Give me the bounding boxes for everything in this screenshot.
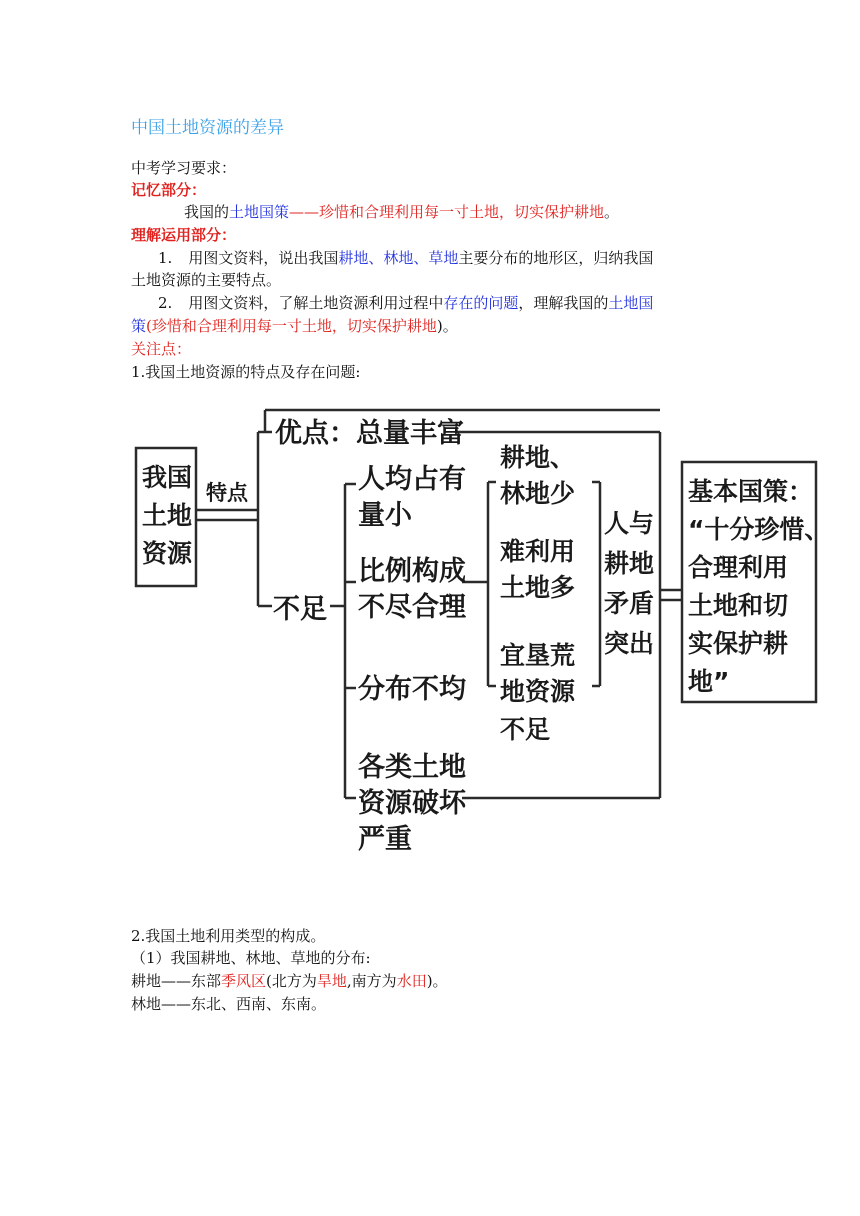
memory-policy-blue: 土地国策 — [229, 203, 290, 221]
apply-item2-mid: ，理解我国的 — [518, 294, 609, 312]
apply-item2-red: (珍惜和合理利用每一寸土地，切实保护耕地 — [146, 317, 437, 335]
farmland-paddy: 水田 — [396, 972, 427, 990]
apply-item2-pre: 用图文资料，了解土地资源利用过程中 — [188, 294, 444, 312]
policy-6: 地” — [688, 667, 730, 696]
conflict-1: 人与 — [604, 509, 655, 538]
farmland-pre: 耕地——东部 — [131, 972, 222, 990]
focus-heading: 关注点： — [131, 340, 192, 358]
conflict-2: 耕地 — [604, 549, 655, 578]
apply-item1-blue: 耕地、林地、草地 — [338, 249, 459, 267]
issue-hard-use-2: 土地多 — [500, 573, 576, 602]
issue-farm-forest-2: 林地少 — [500, 479, 576, 508]
item-ratio-2: 不尽合理 — [358, 592, 466, 623]
page-title: 中国土地资源的差异 — [131, 118, 284, 138]
advantage-label: 优点：总量丰富 — [275, 418, 464, 449]
item-damage-3: 严重 — [358, 824, 412, 855]
issue-reclaim-1: 宜垦荒 — [500, 641, 576, 670]
apply-item2-blue1: 存在的问题 — [443, 294, 519, 312]
shortage-label: 不足 — [273, 594, 327, 625]
issue-hard-use-1: 难利用 — [500, 537, 576, 566]
apply-item2-blue3: 策 — [131, 317, 147, 335]
apply-heading: 理解运用部分： — [131, 226, 237, 244]
memory-policy-red: 珍惜和合理利用每一寸土地，切实保护耕地 — [319, 203, 605, 221]
item-ratio-1: 比例构成 — [358, 556, 466, 587]
policy-4: 土地和切 — [688, 591, 789, 620]
issue-reclaim-3: 不足 — [500, 715, 551, 744]
item-damage-1: 各类土地 — [358, 752, 466, 783]
apply-item1-line2: 土地资源的主要特点。 — [131, 271, 282, 289]
apply-item1-post: 主要分布的地形区，归纳我国 — [458, 249, 654, 267]
part2-sub1: （1）我国耕地、林地、草地的分布: — [131, 949, 371, 967]
item-per-capita-1: 人均占有 — [358, 464, 466, 495]
root-line-2: 土地 — [142, 501, 193, 530]
part2-farmland — [131, 971, 448, 991]
issue-farm-forest-1: 耕地、 — [500, 443, 576, 472]
farmland-dry: 旱地 — [316, 972, 347, 990]
focus-point1: 1.我国土地资源的特点及存在问题: — [131, 363, 361, 381]
conflict-3: 矛盾 — [604, 589, 655, 618]
conflict-4: 突出 — [604, 629, 655, 658]
farmland-mid2: ,南方为 — [346, 972, 397, 990]
item-per-capita-2: 量小 — [358, 500, 412, 531]
policy-5: 实保护耕 — [688, 629, 789, 658]
memory-end: 。 — [604, 203, 620, 221]
root-line-1: 我国 — [142, 463, 193, 492]
issue-reclaim-2: 地资源 — [500, 677, 576, 706]
root-line-3: 资源 — [142, 539, 193, 568]
item-damage-2: 资源破坏 — [358, 788, 466, 819]
requirements-label: 中考学习要求： — [131, 159, 237, 177]
part2-heading: 2.我国土地利用类型的构成。 — [131, 927, 326, 945]
farmland-mid1: (北方为 — [266, 972, 317, 990]
memory-heading: 记忆部分： — [131, 181, 207, 199]
feature-label: 特点 — [206, 481, 248, 505]
policy-2: “十分珍惜、 — [688, 515, 830, 544]
apply-item2-num: 2. — [158, 294, 173, 312]
apply-item1-pre: 用图文资料，说出我国 — [188, 249, 339, 267]
apply-item1-num: 1. — [158, 249, 173, 267]
part2-forest: 林地——东北、西南、东南。 — [131, 995, 327, 1013]
apply-item2-end: )。 — [436, 317, 458, 335]
farmland-end: )。 — [426, 972, 448, 990]
policy-3: 合理利用 — [688, 553, 789, 582]
policy-1: 基本国策： — [688, 477, 814, 506]
item-distribution: 分布不均 — [358, 674, 466, 705]
memory-prefix: 我国的 — [184, 203, 230, 221]
apply-item2-blue2: 土地国 — [608, 294, 654, 312]
memory-dash: —— — [289, 203, 320, 221]
farmland-monsoon: 季风区 — [221, 972, 267, 990]
